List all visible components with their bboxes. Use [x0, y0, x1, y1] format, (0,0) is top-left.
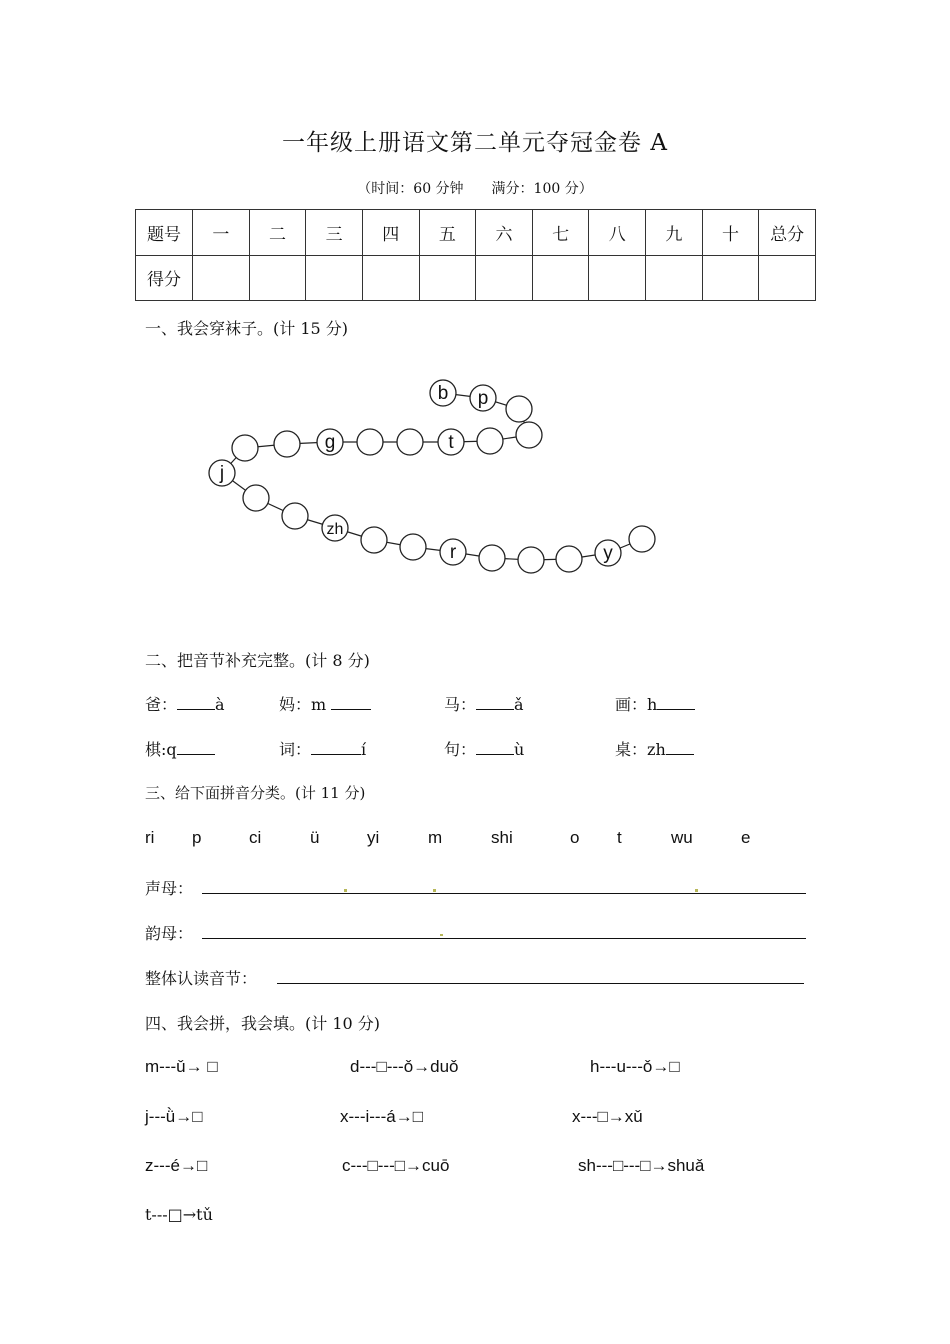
- speck: [440, 934, 443, 936]
- speck: [695, 889, 698, 892]
- speck: [344, 889, 347, 892]
- header-cell: 九: [646, 210, 703, 256]
- syllable-item: 妈：m: [279, 692, 371, 715]
- pinyin-item: yi: [367, 828, 380, 847]
- spell-item: x---i---á→□: [340, 1107, 423, 1126]
- answer-blank[interactable]: [177, 740, 215, 755]
- answer-blank[interactable]: [666, 740, 694, 755]
- score-cell[interactable]: [362, 255, 419, 301]
- empty-circle[interactable]: [232, 435, 258, 461]
- score-cell[interactable]: [646, 255, 703, 301]
- spell-item: h---u---ǒ→□: [590, 1057, 680, 1076]
- score-cell[interactable]: [759, 255, 816, 301]
- header-cell: 题号: [136, 210, 193, 256]
- spell-item: sh---□---□→shuǎ: [578, 1156, 705, 1175]
- score-cell[interactable]: [702, 255, 759, 301]
- score-table-score-row: [136, 255, 816, 301]
- pinyin-item: e: [741, 828, 751, 847]
- header-cell: 一: [193, 210, 250, 256]
- answer-line-whole[interactable]: [277, 983, 804, 984]
- pinyin-item: ri: [145, 828, 155, 847]
- answer-line-initials[interactable]: [202, 893, 806, 894]
- exam-info: [0, 178, 950, 198]
- answer-blank[interactable]: [177, 695, 215, 710]
- score-cell[interactable]: [589, 255, 646, 301]
- empty-circle[interactable]: [556, 546, 582, 572]
- chain-links: [222, 393, 642, 560]
- page-title: 一年级上册语文第二单元夺冠金卷 A: [282, 130, 668, 156]
- pinyin-item: o: [570, 828, 580, 847]
- header-cell: 总分: [759, 210, 816, 256]
- score-table-header-row: [136, 210, 816, 256]
- score-cell[interactable]: [249, 255, 306, 301]
- spell-item: j---ǜ→□: [145, 1107, 203, 1126]
- empty-circle[interactable]: [243, 485, 269, 511]
- syllable-item: 句： ù: [444, 740, 525, 759]
- pinyin-item: wu: [671, 828, 693, 847]
- chain-circles: [209, 380, 655, 573]
- syllable-item: 马： ǎ: [444, 695, 524, 714]
- empty-circle[interactable]: [282, 503, 308, 529]
- circle-letter: j: [219, 463, 225, 484]
- pinyin-list: [0, 828, 950, 848]
- answer-blank[interactable]: [476, 695, 514, 710]
- section3-heading: 三、给下面拼音分类。(计 11 分): [145, 784, 366, 802]
- empty-circle[interactable]: [516, 422, 542, 448]
- score-cell[interactable]: [476, 255, 533, 301]
- score-cell[interactable]: [306, 255, 363, 301]
- answer-blank[interactable]: [657, 695, 695, 710]
- category-label-initials: 声母：: [145, 879, 194, 898]
- pinyin-item: t: [617, 828, 622, 847]
- empty-circle[interactable]: [506, 396, 532, 422]
- syllable-item: 棋:q: [145, 737, 215, 760]
- empty-circle[interactable]: [518, 547, 544, 573]
- sock-chain-diagram: [190, 365, 670, 595]
- pinyin-item: shi: [491, 828, 513, 847]
- header-cell: 二: [249, 210, 306, 256]
- category-label-finals: 韵母：: [145, 924, 194, 943]
- score-cell[interactable]: [419, 255, 476, 301]
- spell-item: t---□→tǔ: [145, 1205, 213, 1224]
- spell-item: x---□→xǔ: [572, 1107, 643, 1126]
- circle-letter: p: [477, 388, 489, 409]
- time-limit: （时间：60 分钟: [357, 181, 464, 197]
- spell-item: z---é→□: [145, 1156, 208, 1175]
- empty-circle[interactable]: [629, 526, 655, 552]
- header-cell: 五: [419, 210, 476, 256]
- answer-blank[interactable]: [311, 740, 361, 755]
- empty-circle[interactable]: [361, 527, 387, 553]
- header-cell: 六: [476, 210, 533, 256]
- full-score: 满分：100 分）: [491, 181, 593, 197]
- pinyin-item: p: [192, 828, 202, 847]
- empty-circle[interactable]: [477, 428, 503, 454]
- syllable-item: 爸： à: [145, 695, 225, 714]
- section2-heading: 二、把音节补充完整。(计 8 分): [145, 651, 370, 670]
- answer-blank[interactable]: [476, 740, 514, 755]
- empty-circle[interactable]: [479, 545, 505, 571]
- empty-circle[interactable]: [400, 534, 426, 560]
- answer-line-finals[interactable]: [202, 938, 806, 939]
- header-cell: 三: [306, 210, 363, 256]
- syllable-item: 画：h: [615, 692, 695, 715]
- empty-circle[interactable]: [357, 429, 383, 455]
- spell-item: m---ǔ→ □: [145, 1057, 218, 1076]
- section1-heading: 一、我会穿袜子。(计 15 分): [145, 319, 349, 338]
- score-cell[interactable]: [193, 255, 250, 301]
- answer-blank[interactable]: [331, 695, 371, 710]
- circle-letter: r: [449, 542, 457, 563]
- score-cell[interactable]: [532, 255, 589, 301]
- circle-letter: g: [324, 432, 336, 453]
- score-table: [135, 209, 816, 301]
- speck: [433, 889, 436, 892]
- empty-circle[interactable]: [274, 431, 300, 457]
- row-label: 得分: [136, 255, 193, 301]
- section4-heading: 四、我会拼，我会填。(计 10 分): [145, 1014, 381, 1033]
- spell-item: c---□---□→cuō: [342, 1156, 450, 1175]
- circle-letter: zh: [326, 521, 344, 538]
- header-cell: 四: [362, 210, 419, 256]
- spell-item: d---□---ǒ→duǒ: [350, 1057, 459, 1076]
- syllable-item: 词： í: [279, 740, 367, 759]
- circle-letter: y: [603, 543, 613, 564]
- header-cell: 十: [702, 210, 759, 256]
- pinyin-item: ci: [249, 828, 262, 847]
- empty-circle[interactable]: [397, 429, 423, 455]
- category-label-whole: 整体认读音节：: [145, 969, 258, 988]
- header-cell: 八: [589, 210, 646, 256]
- syllable-item: 桌：zh: [615, 737, 694, 760]
- pinyin-item: ü: [310, 828, 320, 847]
- circle-letter: t: [448, 432, 454, 453]
- header-cell: 七: [532, 210, 589, 256]
- pinyin-item: m: [428, 828, 443, 847]
- circle-letter: b: [437, 383, 449, 404]
